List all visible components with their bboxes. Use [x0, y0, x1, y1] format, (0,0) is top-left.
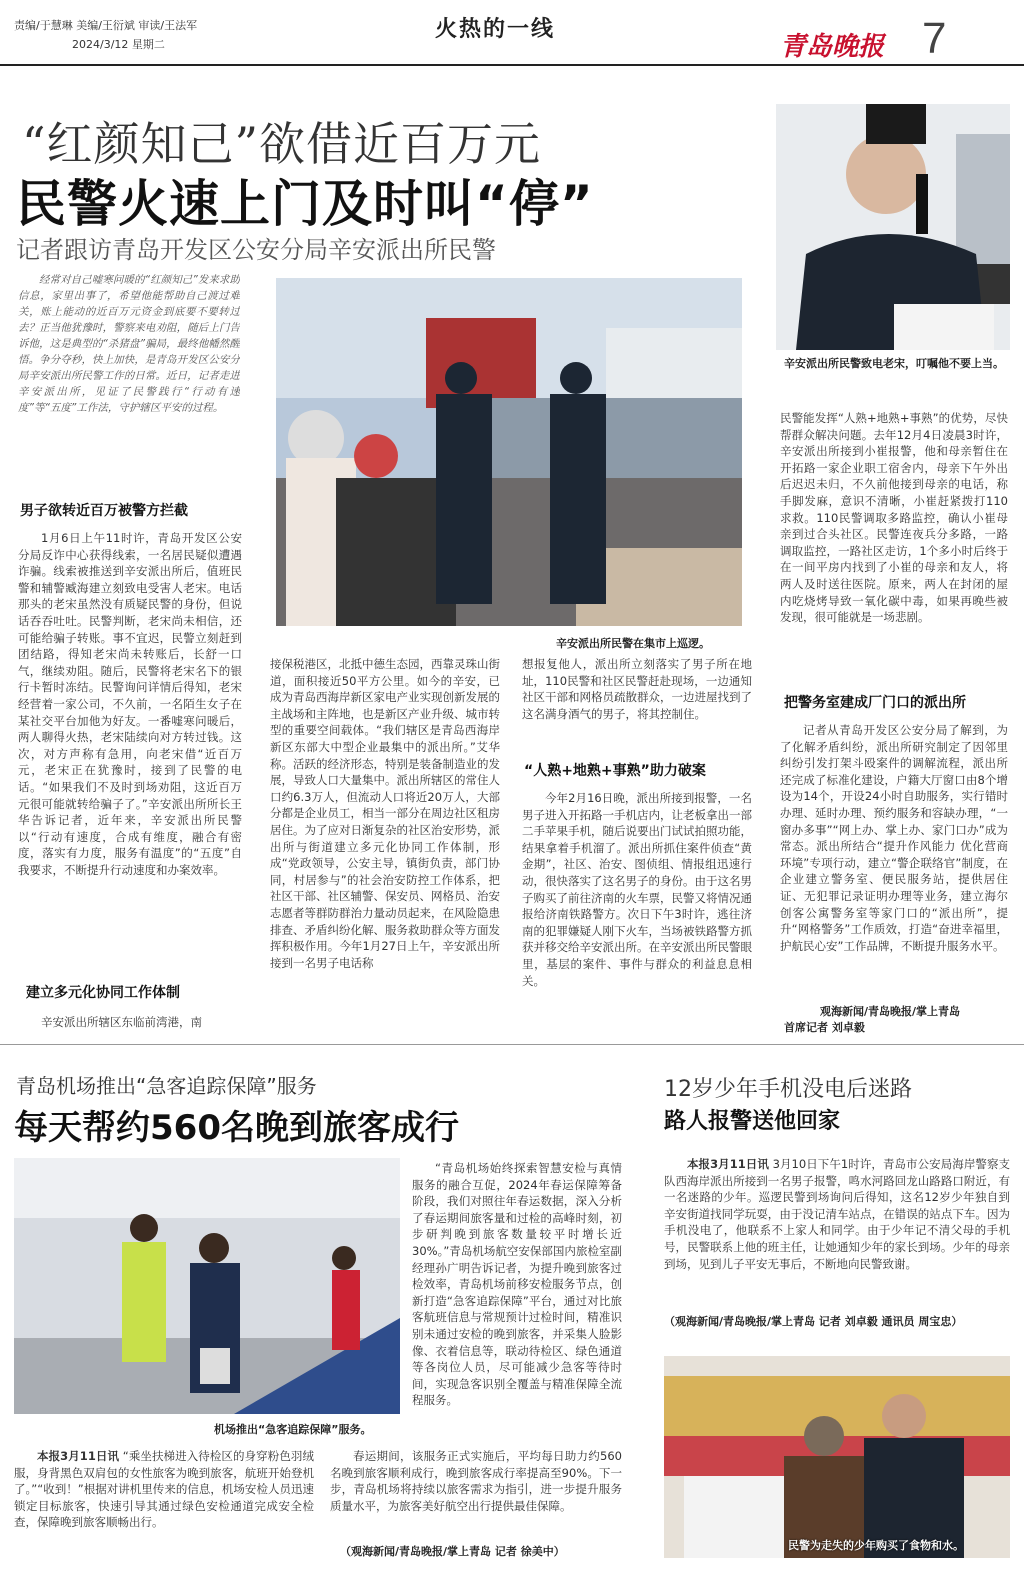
airport-headline: 每天帮约560名晚到旅客成行 — [14, 1108, 459, 1148]
airport-photo — [14, 1158, 400, 1414]
page-number: 7 — [922, 14, 947, 63]
lead-intro: 经常对自己嘘寒问暖的“红颜知己”发来求助信息，家里出事了，希望他能帮助自己渡过难关，账上能动的近百万元资金到底要不要转过去？正当他犹豫时，警察来电劝阻，随后上门告诉他，这是典型的“杀猪盘”骗局，最终他幡然醒悟。争分夺秒，快上加快，是青岛开发区公安分局辛安派出所民警工作的日常。近日，记者走进辛安派出所，见证了民警践行“行动有速度”等“五度”工作法，守护辖区平安的过程。 — [18, 274, 240, 414]
patrol-photo — [276, 278, 742, 626]
editors-line: 责编/于慧琳 美编/王衍斌 审读/王法军 — [14, 19, 198, 32]
airport-photo-caption: 机场推出“急客追踪保障”服务。 — [214, 1423, 372, 1436]
patrol-photo-caption: 辛安派出所民警在集市上巡逻。 — [556, 637, 710, 650]
boy-credit: （观海新闻/青岛晚报/掌上青岛 记者 刘卓毅 通讯员 周宝忠） — [664, 1315, 963, 1328]
airport-col-right: “青岛机场始终探索智慧安检与真情服务的融合互促，2024年春运保障筹备阶段，我们对照往年春运数据，深入分析了春运期间旅客量和过检的高峰时刻，初步研判晚到旅客数量较平时增长近30%。”青岛机场航空安保部国内旅检室副经理孙广明告诉记者，为提升晚到旅客过检效率，青岛机场前移安检服务节点，创新打造“急客追踪保障”平台，通过对比旅客航班信息与常规预计过检时间，精准识别未通过安检的晚到旅客，并采集人脸影像、衣着信息等，联动待检区、绿色通道等各岗位人员，尽可能减少急客等待时间，实现急客识别全覆盖与精准保障全流程服务。 — [412, 1161, 622, 1408]
lead-col4-text-2: 记者从青岛开发区公安分局了解到，为了化解矛盾纠纷，派出所研究制定了因邻里纠纷引发打架斗殴案件的调解流程，派出所还完成了标准化建设，户籍大厅窗口由8个增设为14个，开设24小时自助服务，实行错时办理、延时办理、预约服务和容缺办理，“一窗办多事”“网上办、掌上办、家门口办”成为常态。派出所结合“提升作风能力 优化营商环境”专项行动，建立“警企联络官”制度，在企业建立警务室、便民服务站，提供居住证、无犯罪记录证明办理等业务，建立海尔创客公寓警务室等家门口的“派出所”，提升“网格警务”工作质效，打造“奋进幸福里，护航民心安”工作品牌，不断提升服务水平。 — [780, 723, 1008, 953]
section-title: 火热的一线 — [435, 17, 556, 42]
boy-photo — [664, 1356, 1010, 1558]
lead-reporter: 首席记者 刘卓毅 — [784, 1021, 865, 1034]
phone-photo-caption: 辛安派出所民警致电老宋，叮嘱他不要上当。 — [784, 357, 1004, 370]
boy-dateline: 本报3月11日讯 — [687, 1157, 769, 1171]
boy-text: 本报3月11日讯 3月10日下午1时许，青岛市公安局海岸警察支队西海岸派出所接到一名男子报警，鸣水河路回龙山路路口附近，有一名迷路的少年。巡逻民警到场询问后得知，这名12岁少年独自到辛安街道找同学玩耍，由于没记清车站点，在错误的站点下车。因为手机没电了，他联系不上家人和同学。由于少年记不清父母的手机号，民警联系上他的班主任，让她通知少年的家长到场。少年的母亲到场，见到儿子平安无事后，不断地向民警致谢。 — [664, 1157, 1010, 1271]
newspaper-logo: 青岛晚报 — [780, 32, 885, 62]
boy-headline: 路人报警送他回家 — [664, 1109, 841, 1134]
lead-subhead-1: 男子欲转近百万被警方拦截 — [20, 503, 188, 519]
section-divider — [0, 1044, 1024, 1045]
lead-credit: 观海新闻/青岛晚报/掌上青岛 — [820, 1005, 961, 1018]
lead-col1-text: 1月6日上午11时许，青岛开发区公安分局反诈中心获得线索，一名居民疑似遭遇诈骗。线索被推送到辛安派出所后，值班民警和辅警臧海建立刻致电受害人老宋。电话那头的老宋虽然没有质疑民警的身份，但说话吞吞吐吐。民警判断，老宋尚未相信，还可能给骗子转账。事不宜迟，民警立刻赶到团结路，得知老宋尚未转账后，长舒一口气，继续劝阻。随后，民警将老宋名下的银行卡暂时冻结。民警询问详情后得知，老宋经营着一家公司，不久前，一名陌生女子在某社交平台加他为好友。一番嘘寒问暖后，两人聊得火热，老宋陆续向对方转过钱。这次，对方声称有急用，向老宋借“近百万元，老宋正在犹豫时，接到了民警的电话。“如果我们不及时到场劝阻，这近百万元很可能就转给骗子了。”辛安派出所所长王华告诉记者，近年来，辛安派出所民警以“行动有速度，合成有维度，融合有密度，落实有力度，服务有温度”的“五度”自我要求，不断提升行动速度和办案效率。 — [18, 531, 242, 877]
lead-subhead-4: 把警务室建成厂门口的派出所 — [784, 695, 966, 711]
airport-col-mid: 春运期间，该服务正式实施后，平均每日助力约560名晚到旅客顺利成行，晚到旅客成行率提高至90%。下一步，青岛机场将持续以旅客需求为指引，进一步提升服务质量水平，为旅客美好航空出行提供最佳保障。 — [330, 1449, 622, 1513]
lead-col1-tail: 辛安派出所辖区东临前湾港，南 — [41, 1015, 202, 1029]
boy-photo-caption: 民警为走失的少年购买了食物和水。 — [788, 1539, 964, 1552]
airport-col-left: 本报3月11日讯 “乘坐扶梯进入待检区的身穿粉色羽绒服，身背黑色双肩包的女性旅客为晚到旅客，航班开始登机了。”“收到！”根据对讲机里传来的信息，机场安检人员迅速锁定目标旅客，快速引导其通过绿色安检通道完成安全检查，保障晚到旅客顺畅出行。 — [14, 1449, 314, 1530]
airport-kicker: 青岛机场推出“急客追踪保障”服务 — [16, 1074, 317, 1098]
lead-subhead-2: 建立多元化协同工作体制 — [26, 985, 180, 1001]
issue-date: 2024/3/12 星期二 — [72, 38, 165, 51]
lead-kicker: “红颜知己”欲借近百万元 — [22, 117, 542, 171]
lead-col3-text-2: 今年2月16日晚，派出所接到报警，一名男子进入开拓路一手机店内，让老板拿出一部二手苹果手机，随后说要出门试试拍照功能，结果拿着手机溜了。派出所抓住案件侦查“黄金期”，社区、治安、图侦组、情报组迅速行动，很快落实了这名男子的身份。由于这名男子购买了前往济南的火车票，民警又将情况通报给济南铁路警方。次日下午3时许，逃往济南的犯罪嫌疑人刚下火车，当场被铁路警方抓获并移交给辛安派出所。在辛安派出所民警眼里，基层的案件、事件与群众的利益息息相关。 — [522, 791, 752, 988]
airport-dateline: 本报3月11日讯 — [37, 1449, 120, 1463]
lead-headline: 民警火速上门及时叫“停” — [16, 175, 594, 233]
boy-kicker: 12岁少年手机没电后迷路 — [664, 1077, 912, 1102]
lead-col4-text: 民警能发挥“人熟+地熟+事熟”的优势，尽快帮群众解决问题。去年12月4日凌晨3时许，辛安派出所接到小崔报警，他和母亲暂住在开拓路一家企业职工宿舍内，母亲下午外出后迟迟未归，不久前他接到母亲的电话，称手脚发麻，意识不清晰，小崔赶紧拨打110求救。110民警调取多路监控，确认小崔母亲到过合头社区。民警连夜兵分多路，一路调取监控，一路社区走访，1个多小时后终于在一间平房内找到了小崔的母亲和友人，将两人及时送往医院。原来，两人在封闭的屋内吃烧烤导致一氧化碳中毒，如果再晚些被发现，很可能就是一场悲剧。 — [780, 411, 1008, 625]
lead-deck: 记者跟访青岛开发区公安分局辛安派出所民警 — [16, 236, 496, 264]
phone-photo — [776, 104, 1010, 350]
lead-subhead-3: “人熟+地熟+事熟”助力破案 — [524, 763, 706, 779]
lead-col2-text: 接保税港区，北抵中德生态园，西靠灵珠山街道，面积接近50平方公里。如今的辛安，已成为青岛西海岸新区家电产业实现创新发展的主战场和主阵地，也是新区产业升级、城市转型的重要空间载体。“我们辖区是青岛西海岸新区东部大中型企业最集中的派出所。”艾华称。活跃的经济形态，特别是装备制造业的发展，导致人口大量集中。派出所辖区的常住人口约6.3万人，但流动人口将近20万人，大部分都是企业员工，相当一部分在周边社区租房居住。为了应对日渐复杂的社区治安形势，派出所与街道建立多元化协同工作体制，形成“党政领导，公安主导，镇街负责，部门协同，村居参与”的社会治安防控工作体系，把社区干部、社区辅警、保安员、网格员、治安志愿者等群防群治力量动员起来，在风险隐患排查、矛盾纠纷化解、服务救助群众等方面发挥积极作用。今年1月27日上午，辛安派出所接到一名男子电话称 — [270, 657, 500, 970]
lead-col3-text: 想报复他人，派出所立刻落实了男子所在地址，110民警和社区民警赶赴现场，一边通知社区干部和网格员疏散群众，一边进屋找到了这名满身酒气的男子，将其控制住。 — [522, 657, 752, 721]
header-rule — [0, 64, 1024, 66]
airport-credit: （观海新闻/青岛晚报/掌上青岛 记者 徐美中） — [340, 1545, 565, 1558]
